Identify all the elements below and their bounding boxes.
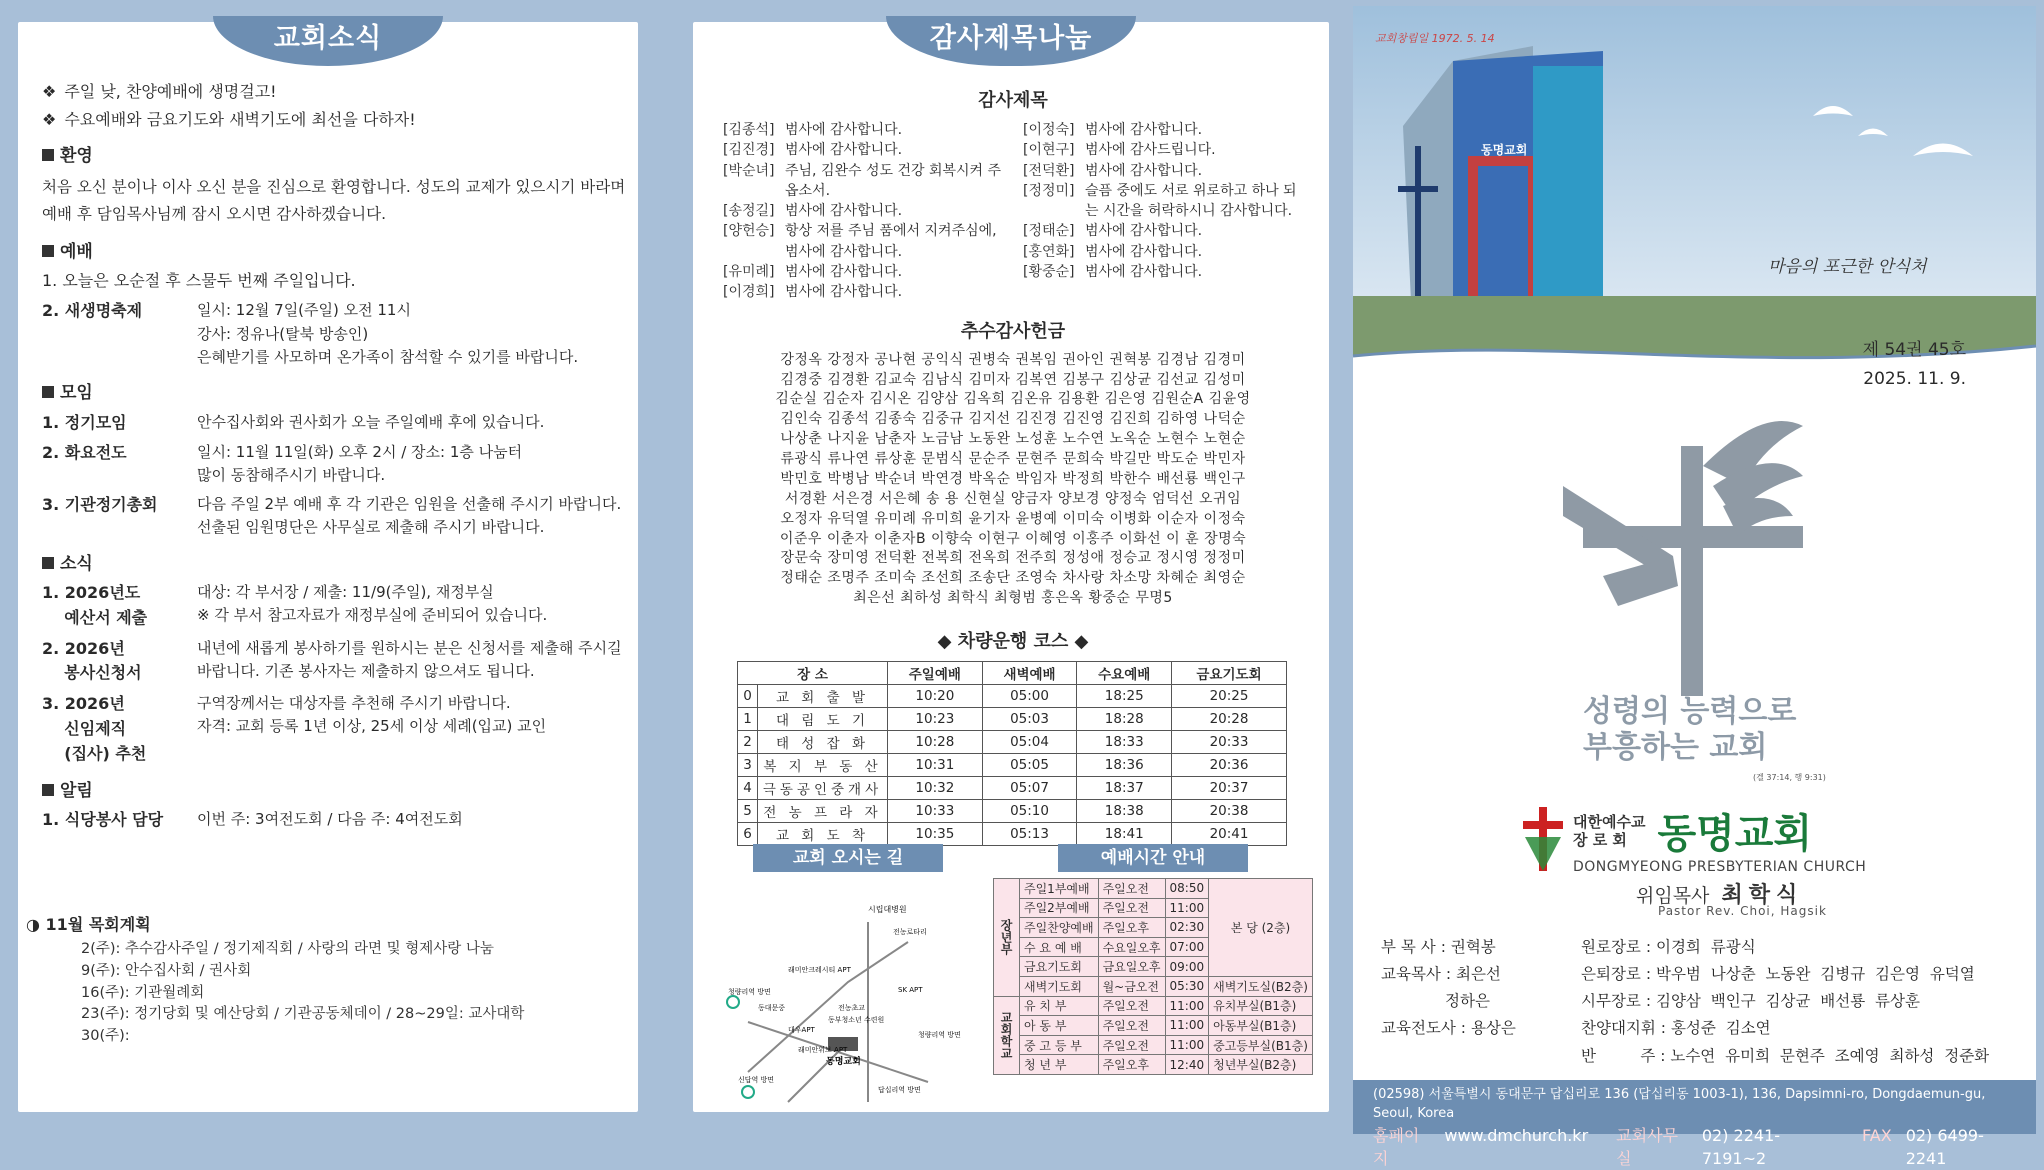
meeting-item: 2. 화요전도 일시: 11월 11일(화) 오후 2시 / 장소: 1층 나눔터 많이 동참해주시기 바랍니다. — [42, 442, 523, 484]
dove-cross-emblem-icon — [1563, 406, 1823, 706]
building-sign: 동명교회 — [1481, 143, 1528, 157]
svg-text:동대문중: 동대문중 — [758, 1004, 786, 1012]
name-line: 박민호 박병남 박순녀 박연경 박옥순 박임자 박정희 박한수 배선룡 백인구 — [780, 470, 1246, 487]
cover-photo — [1353, 6, 2036, 376]
plan-item: 9(주): 안수집사회 / 권사회 — [81, 962, 252, 979]
diamond-icon: ❖ — [42, 82, 57, 101]
office-phone: 02) 2241-7191~2 — [1701, 1125, 1781, 1168]
bus-col-header: 금요기도회 — [1172, 662, 1287, 685]
name-line: 장문숙 장미영 전덕환 전복희 전옥희 전주희 정성애 정승교 정시영 정정미 — [780, 550, 1246, 567]
thanks-item: [홍연화] 범사에 감사합니다. — [1023, 243, 1203, 260]
name-line: 강정옥 강정자 공나현 공익식 권병숙 권복임 권아인 권혁봉 김경남 김경미 — [780, 351, 1246, 368]
svg-text:전농로타리: 전농로타리 — [893, 928, 927, 936]
section-heading: 소식 — [42, 552, 632, 578]
name-line: 이준우 이춘자 이춘자B 이향숙 이현구 이혜영 이홍주 이화선 이 훈 장명숙 — [779, 530, 1247, 547]
staff-row: 교육목사 : 최은선 은퇴장로 : 박우범 나상춘 노동완 김병규 김은영 유덕열 — [1381, 965, 1975, 984]
directions-label: 교회 오시는 길 — [753, 844, 943, 872]
offering-heading: 추수감사헌금 — [960, 320, 1066, 342]
bullet-item: ❖ 주일 낮, 찬양예배에 생명걸고! — [42, 80, 632, 104]
worship-item: 2. 새생명축제 일시: 12월 7일(주일) 오전 11시 강사: 정유나(탈북 방송인) 은혜받기를 사모하며 온가족이 참석할 수 있기를 바랍니다. — [42, 301, 579, 366]
adult-place: 본 당 (2층) — [1209, 879, 1313, 977]
news-item: 1. 2026년도 예산서 제출 대상: 각 부서장 / 제출: 11/9(주일), 재정부실 ※ 각 부서 참고자료가 재정부실에 준비되어 있습니다. — [42, 583, 548, 627]
plan-item: 2(주): 추수감사주일 / 정기제직회 / 사랑의 라면 및 형제사랑 나눔 — [81, 941, 494, 957]
thanks-item: [이정숙] 범사에 감사합니다. — [1023, 122, 1203, 138]
plan-item: 30(주): — [81, 1028, 130, 1044]
name-line: 정태순 조명주 조미숙 조선희 조송단 조영숙 차사랑 차소망 차혜순 최영순 — [780, 570, 1246, 587]
church-name: 동명교회 — [1657, 811, 1813, 857]
meeting-item: 1. 정기모임 안수집사회와 권사회가 오늘 주일예배 후에 있습니다. — [42, 412, 545, 432]
subway-icon — [727, 996, 739, 1008]
section-heading: 예배 — [42, 240, 632, 266]
bus-row: 2 태 성 잡 화 10:28 05:04 18:33 20:33 — [738, 731, 1287, 754]
news-item: 3. 2026년 신임제직 (집사) 추천 구역장께서는 대상자를 추천해 주시기 바랍니다. 자격: 교회 등록 1년 이상, 25세 이상 세례(입교) 교인 — [42, 694, 547, 763]
svg-text:전농초교: 전농초교 — [838, 1004, 866, 1012]
edu-group-label: 교회학교 — [994, 996, 1020, 1074]
svg-text:래미안위브 APT: 래미안위브 APT — [798, 1046, 848, 1054]
svg-text:대우APT: 대우APT — [788, 1026, 815, 1034]
staff-list — [1381, 934, 2021, 1070]
monthly-plan: ◑ 11월 목회계획 2(주): 추수감사주일 / 정기제직회 / 사랑의 라면 및 형제사랑 나눔 9(주): 안수집사회 / 권사회 16(주): 기관월례회 23(주): 정기당회 및 예산당회 / 기관공동체데이 / 28~29일: 교사대학 30(주): — [26, 912, 626, 1048]
svg-text:동부청소년 수련원: 동부청소년 수련원 — [828, 1016, 885, 1024]
bus-row: 6 교 회 도 착 10:35 05:13 18:41 20:41 — [738, 823, 1287, 846]
worship-row: 주일찬양예배 주일오후 02:30 — [994, 918, 1313, 938]
worship-row: 청 년 부 주일오후 12:40 청년부실(B2층) — [994, 1055, 1313, 1075]
thanks-heading: 감사제목 — [978, 90, 1048, 111]
offering-names — [723, 351, 1303, 609]
thanks-item: [이현구] 범사에 감사드립니다. — [1023, 142, 1216, 159]
subway-icon — [742, 1086, 754, 1098]
thanks-item: [박순녀] 주님, 김완수 성도 건강 회복시켜 주옵소서. — [723, 162, 1002, 199]
bible-verse: (겔 37:14, 행 9:31) — [1753, 773, 1826, 782]
bus-col-header: 새벽예배 — [982, 662, 1077, 685]
church-news-panel — [18, 22, 638, 1112]
staff-row: 교육전도사 : 용상은 찬양대지휘 : 홍성준 김소연 — [1381, 1019, 1771, 1038]
name-line: 김순실 김순자 김시온 김양삼 김옥희 김온유 김용환 김은영 김원순A 김윤영 — [775, 391, 1251, 408]
svg-text:청량리역 방면: 청량리역 방면 — [728, 988, 771, 996]
bus-row: 3 복 지 부 동 산 10:31 05:05 18:36 20:36 — [738, 754, 1287, 777]
square-bullet-icon — [42, 386, 54, 398]
welcome-text: 처음 오신 분이나 이사 오신 분을 진심으로 환영합니다. 성도의 교제가 있으시기 바라며 예배 후 담임목사님께 잠시 오시면 감사하겠습니다. — [42, 177, 626, 223]
svg-text:시립대병원: 시립대병원 — [868, 905, 907, 914]
founded-date: 교회창립일 1972. 5. 14 — [1375, 32, 1495, 45]
square-bullet-icon — [42, 245, 54, 257]
worship-time-table — [993, 878, 1313, 1075]
worship-row: 아 동 부 주일오전 11:00 아동부실(B1층) — [994, 1016, 1313, 1036]
church-name-en: DONGMYEONG PRESBYTERIAN CHURCH — [1573, 859, 1867, 875]
slogan: 성령의 능력으로 부흥하는 교회 — [1583, 694, 1797, 765]
bus-col-header: 수요예배 — [1077, 662, 1172, 685]
name-line: 김경중 김경환 김교숙 김남식 김미자 김복연 김봉구 김상균 김선교 김성미 — [780, 371, 1246, 388]
thanks-tab: 감사제목나눔 — [886, 16, 1136, 66]
plan-item: 16(주): 기관월례회 — [81, 984, 205, 1001]
thanks-item: [정정미] 슬픔 중에도 서로 위로하고 하나 되는 시간을 허락하시니 감사합니다. — [1023, 182, 1297, 220]
motto: 마음의 포근한 안식처 — [1768, 257, 1927, 277]
bus-table — [737, 661, 1287, 846]
church-news-tab: 교회소식 — [213, 16, 443, 66]
footer: (02598) 서울특별시 동대문구 답십리로 136 (답십리동 1003-1), 136, Dapsimni-ro, Dongdaemun-gu, Seoul, Korea 홈페이지 www.dmchurch.kr 교회사무실 02) 2241-7191~2 FAX 02) 6499-2241 — [1353, 1080, 2036, 1134]
bus-row: 0 교 회 출 발 10:20 05:00 18:25 20:25 — [738, 685, 1287, 708]
address: (02598) 서울특별시 동대문구 답십리로 136 (답십리동 1003-1), 136, Dapsimni-ro, Dongdaemun-gu, Seoul, Korea — [1373, 1087, 1986, 1121]
name-line: 최은선 최하성 최학식 최형범 홍은옥 황중순 무명5 — [853, 590, 1173, 607]
plan-item: 23(주): 정기당회 및 예산당회 / 기관공동체데이 / 28~29일: 교사대학 — [81, 1006, 525, 1023]
name-line: 나상춘 나지윤 남춘자 노금남 노동완 노성훈 노수연 노옥순 노현수 노현순 — [780, 431, 1246, 448]
meeting-item: 3. 기관정기총회 다음 주일 2부 예배 후 각 기관은 임원을 선출해 주시기 바랍니다. 선출된 임원명단은 사무실로 제출해 주시기 바랍니다. — [42, 495, 622, 537]
svg-text:SK APT: SK APT — [898, 986, 923, 994]
svg-text:신답역 방면: 신답역 방면 — [738, 1076, 775, 1084]
thanks-item: [양헌승] 항상 저를 주님 품에서 지켜주심에, 범사에 감사합니다. — [723, 223, 997, 260]
worship-row: 교회학교 유 치 부 주일오전 11:00 유치부실(B1층) — [994, 996, 1313, 1016]
bulletin-date: 2025. 11. 9. — [1863, 368, 1966, 389]
volume-number: 제 54권 45호 — [1862, 340, 1966, 360]
thanks-item: [황중순] 범사에 감사합니다. — [1023, 264, 1203, 281]
issue-info — [1863, 336, 1966, 394]
bus-col-header: 주일예배 — [888, 662, 983, 685]
staff-row: 부 목 사 : 권혁봉 원로장로 : 이경희 류광식 — [1381, 938, 1756, 956]
cover-panel — [1353, 6, 2036, 1168]
svg-text:동명교회: 동명교회 — [826, 1057, 861, 1067]
senior-pastor: 위임목사 최학식 — [1636, 883, 1804, 908]
section-heading: 알림 — [42, 779, 632, 805]
half-circle-icon: ◑ — [26, 915, 40, 934]
name-line: 오정자 유덕열 유미례 유미희 윤기자 윤병예 이미숙 이병화 이순자 이정숙 — [780, 510, 1246, 527]
bus-row: 4 극동공인중개사 10:32 05:07 18:37 20:37 — [738, 777, 1287, 800]
notice-item: 1. 식당봉사 담당 이번 주: 3여전도회 / 다음 주: 4여전도회 — [42, 810, 463, 830]
church-building-image — [1353, 6, 2036, 376]
church-cross-logo-icon — [1523, 807, 1563, 871]
worship-row: 주일2부예배 주일오전 11:00 — [994, 898, 1313, 918]
diamond-icon: ❖ — [42, 110, 57, 129]
worship-row: 금요기도회 금요일오후 09:00 — [994, 957, 1313, 977]
fax-number: 02) 6499-2241 — [1905, 1125, 1984, 1168]
section-heading: 환영 — [42, 144, 632, 170]
bus-row: 5 전 농 프 라 자 10:33 05:10 18:38 20:38 — [738, 800, 1287, 823]
bus-row: 1 대 림 도 기 10:23 05:03 18:28 20:28 — [738, 708, 1287, 731]
thanks-item: [유미례] 범사에 감사합니다. — [723, 264, 903, 281]
svg-text:래미안크레시티 APT: 래미안크레시티 APT — [788, 966, 851, 974]
svg-text:답십리역 방면: 답십리역 방면 — [878, 1086, 921, 1094]
bus-col-header: 장 소 — [738, 662, 888, 685]
thanks-item: [김종석] 범사에 감사합니다. — [723, 122, 903, 138]
senior-pastor-en: Pastor Rev. Choi, Hagsik — [1658, 904, 1827, 918]
thanks-panel — [693, 22, 1329, 1112]
name-line: 김인숙 김종석 김종숙 김중규 김지선 김진경 김진영 김진희 김하영 나덕순 — [780, 411, 1246, 428]
bus-heading: ◆ 차량운행 코스 ◆ — [937, 631, 1089, 653]
thanks-list — [723, 120, 1303, 303]
thanks-item: [정태순] 범사에 감사합니다. — [1023, 223, 1203, 240]
worship-row: 중 고 등 부 주일오전 11:00 중고등부실(B1층) — [994, 1035, 1313, 1055]
thanks-item: [이경희] 범사에 감사합니다. — [723, 284, 903, 301]
news-item: 2. 2026년 봉사신청서 내년에 새롭게 봉사하기를 원하시는 분은 신청서를 제출해 주시길 바랍니다. 기존 봉사자는 제출하지 않으셔도 됩니다. — [42, 638, 622, 683]
square-bullet-icon — [42, 149, 54, 161]
church-logo: 대한예수교 장 로 회 동명교회 DONGMYEONG PRESBYTERIAN CHURCH — [1523, 802, 1866, 875]
homepage-link[interactable]: www.dmchurch.kr — [1444, 1125, 1589, 1145]
bullet-item: ❖ 수요예배와 금요기도와 새벽기도에 최선을 다하자! — [42, 108, 632, 132]
thanks-item: [김진경] 범사에 감사합니다. — [723, 142, 903, 159]
worship-item: 1. 오늘은 오순절 후 스물두 번째 주일입니다. — [42, 271, 356, 291]
staff-row: 반 주 : 노수연 유미희 문현주 조예영 최하성 정준화 — [1581, 1046, 1990, 1065]
section-heading: 모임 — [42, 381, 632, 407]
square-bullet-icon — [42, 784, 54, 796]
name-line: 서경환 서은경 서은혜 송 용 신현실 양금자 양보경 양정숙 엄덕선 오귀임 — [784, 490, 1242, 507]
directions-map — [728, 902, 961, 1112]
worship-row: 수 요 예 배 수요일오후 07:00 — [994, 937, 1313, 957]
worship-row: 새벽기도회 월~금오전 05:30 새벽기도실(B2층) — [994, 976, 1313, 996]
square-bullet-icon — [42, 557, 54, 569]
thanks-item: [전덕환] 범사에 감사합니다. — [1023, 162, 1203, 179]
thanks-item: [송정길] 범사에 감사합니다. — [723, 203, 903, 220]
staff-row: 정하은 시무장로 : 김양삼 백인구 김상균 배선룡 류상훈 — [1381, 992, 1920, 1011]
adult-group-label: 장년부 — [994, 879, 1020, 997]
worship-row: 장년부 주일1부예배 주일오전 08:50 본 당 (2층) — [994, 879, 1313, 899]
svg-text:청량리역 방면: 청량리역 방면 — [918, 1031, 961, 1039]
dawn-place: 새벽기도실(B2층) — [1209, 976, 1313, 996]
worship-times-label: 예배시간 안내 — [1058, 844, 1248, 872]
name-line: 류광식 류나연 류상훈 문범식 문순주 문현주 문희숙 박길만 박도순 박민자 — [780, 451, 1246, 468]
